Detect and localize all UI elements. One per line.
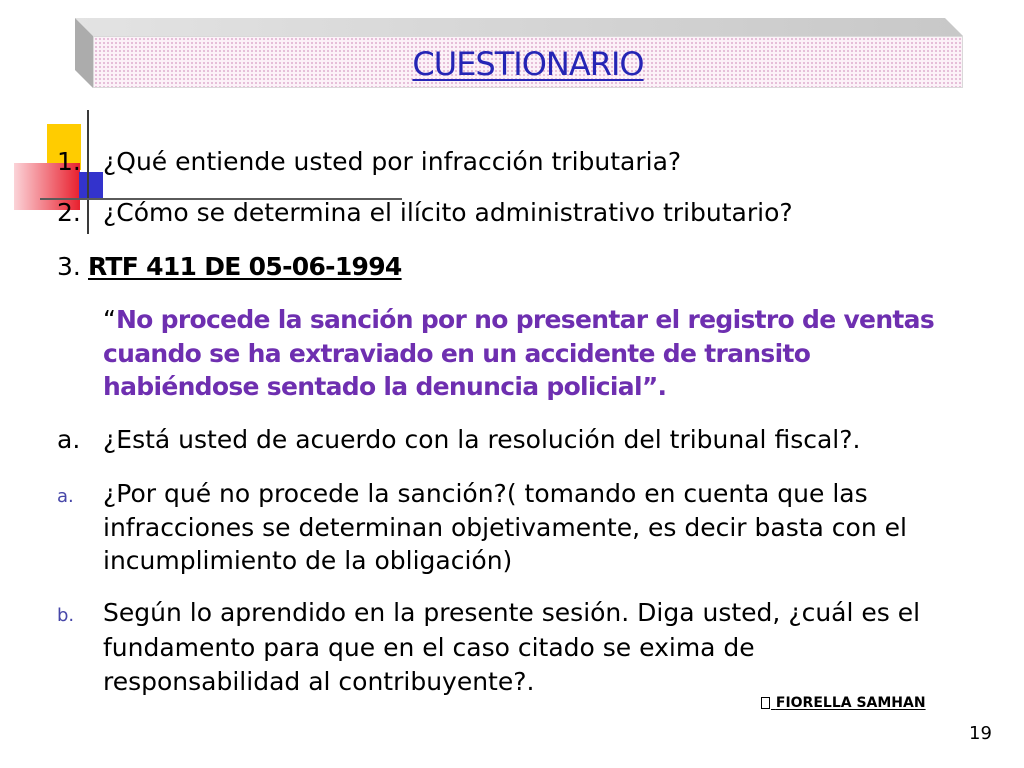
question-number: 1. <box>57 147 81 176</box>
symbol-box-icon <box>761 697 770 709</box>
case-reference: RTF 411 DE 05-06-1994 <box>88 252 402 281</box>
sub-question-marker: a. <box>57 425 81 454</box>
sub-question-body <box>103 596 920 700</box>
quoted-resolution <box>103 303 934 404</box>
sub-question-item <box>57 477 907 578</box>
sub-question-line: incumplimiento de la obligación) <box>103 546 513 575</box>
sub-question-marker: a. <box>57 486 74 507</box>
question-item <box>57 145 681 179</box>
question-body <box>103 145 681 179</box>
sub-question-item <box>57 423 860 457</box>
sub-question-line: responsabilidad al contribuyente?. <box>103 667 535 696</box>
question-item <box>57 196 793 230</box>
author-name: FIORELLA SAMHAN <box>775 695 926 711</box>
sub-question-line: fundamento para que en el caso citado se exima de <box>103 632 755 662</box>
banner-top-bevel <box>75 18 963 36</box>
sub-question-line: ¿Por qué no procede la sanción?( tomando en cuenta que las <box>103 479 868 508</box>
question-text: ¿Qué entiende usted por infracción tributaria? <box>103 147 682 176</box>
question-number: 3. <box>57 252 81 281</box>
title-banner <box>93 36 963 88</box>
sub-question-marker: b. <box>57 605 75 626</box>
author-credit <box>761 694 926 712</box>
open-quote-mark: “ <box>103 305 116 334</box>
quote-line: cuando se ha extraviado en un accidente de transito <box>103 338 811 368</box>
quote-line <box>103 303 934 337</box>
quote-text: No procede la sanción por no presentar el registro de ventas <box>115 305 935 334</box>
question-item <box>57 250 402 284</box>
question-number: 2. <box>57 198 81 227</box>
question-body <box>88 250 402 284</box>
sub-question-line: infracciones se determinan objetivamente, es decir basta con el <box>103 512 907 542</box>
question-body <box>103 196 793 230</box>
sub-question-body <box>103 477 907 578</box>
sub-question-item <box>57 596 920 700</box>
slide-title: CUESTIONARIO <box>412 45 644 83</box>
page-number: 19 <box>969 723 992 744</box>
question-text: ¿Cómo se determina el ilícito administrativo tributario? <box>103 198 793 227</box>
quote-line: habiéndose sentado la denuncia policial”. <box>103 372 667 401</box>
sub-question-line: ¿Está usted de acuerdo con la resolución del tribunal fiscal?. <box>103 425 861 454</box>
sub-question-body <box>103 423 860 457</box>
sub-question-line: Según lo aprendido en la presente sesión. Diga usted, ¿cuál es el <box>103 598 921 627</box>
